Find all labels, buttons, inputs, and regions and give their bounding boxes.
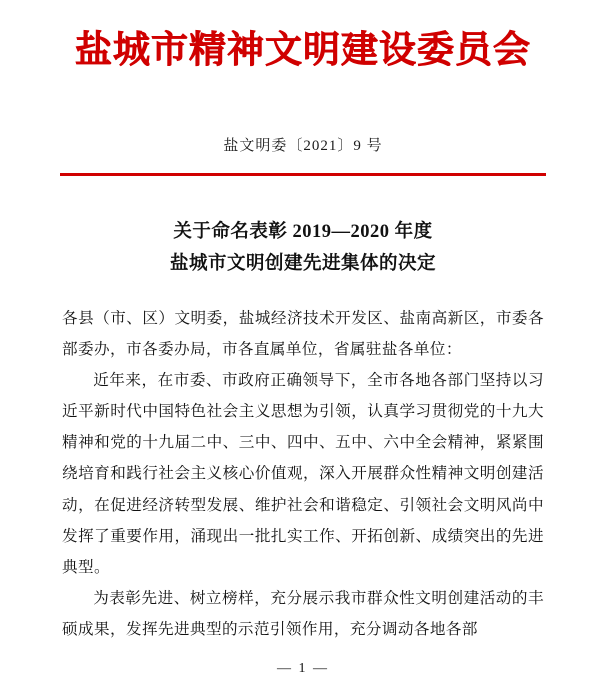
- page-number: — 1 —: [277, 661, 329, 676]
- document-subject: [0, 216, 606, 281]
- body-paragraph-2: 近年来，在市委、市政府正确领导下，全市各地各部门坚持以习近平新时代中国特色社会主义思想为引领，认真学习贯彻党的十九大精神和党的十九届二中、三中、四中、五中、六中全会精神，紧紧围绕培育和践行社会主义核心价值观，深入开展群众性精神文明创建活动，在促进经济转型发展、维护社会和谐稳定、引领社会文明风尚中发挥了重要作用，涌现出一批扎实工作、开拓创新、成绩突出的先进典型。: [62, 371, 544, 576]
- issuing-authority-title: 盐城市精神文明建设委员会: [75, 30, 531, 71]
- subject-line-1: 关于命名表彰 2019—2020 年度: [173, 221, 433, 242]
- document-number: 盐文明委〔2021〕9 号: [223, 138, 383, 155]
- subject-line-2: 盐城市文明创建先进集体的决定: [169, 254, 436, 275]
- document-header: [0, 0, 606, 74]
- document-body: [62, 303, 544, 646]
- body-paragraph-3: 为表彰先进、树立榜样，充分展示我市群众性文明创建活动的丰硕成果，发挥先进典型的示范引领作用，充分调动各地各部: [62, 590, 544, 639]
- red-divider-rule: [60, 173, 546, 176]
- body-paragraph-1: 各县（市、区）文明委，盐城经济技术开发区、盐南高新区，市委各部委办，市各委办局，市各直属单位，省属驻盐各单位：: [62, 309, 544, 358]
